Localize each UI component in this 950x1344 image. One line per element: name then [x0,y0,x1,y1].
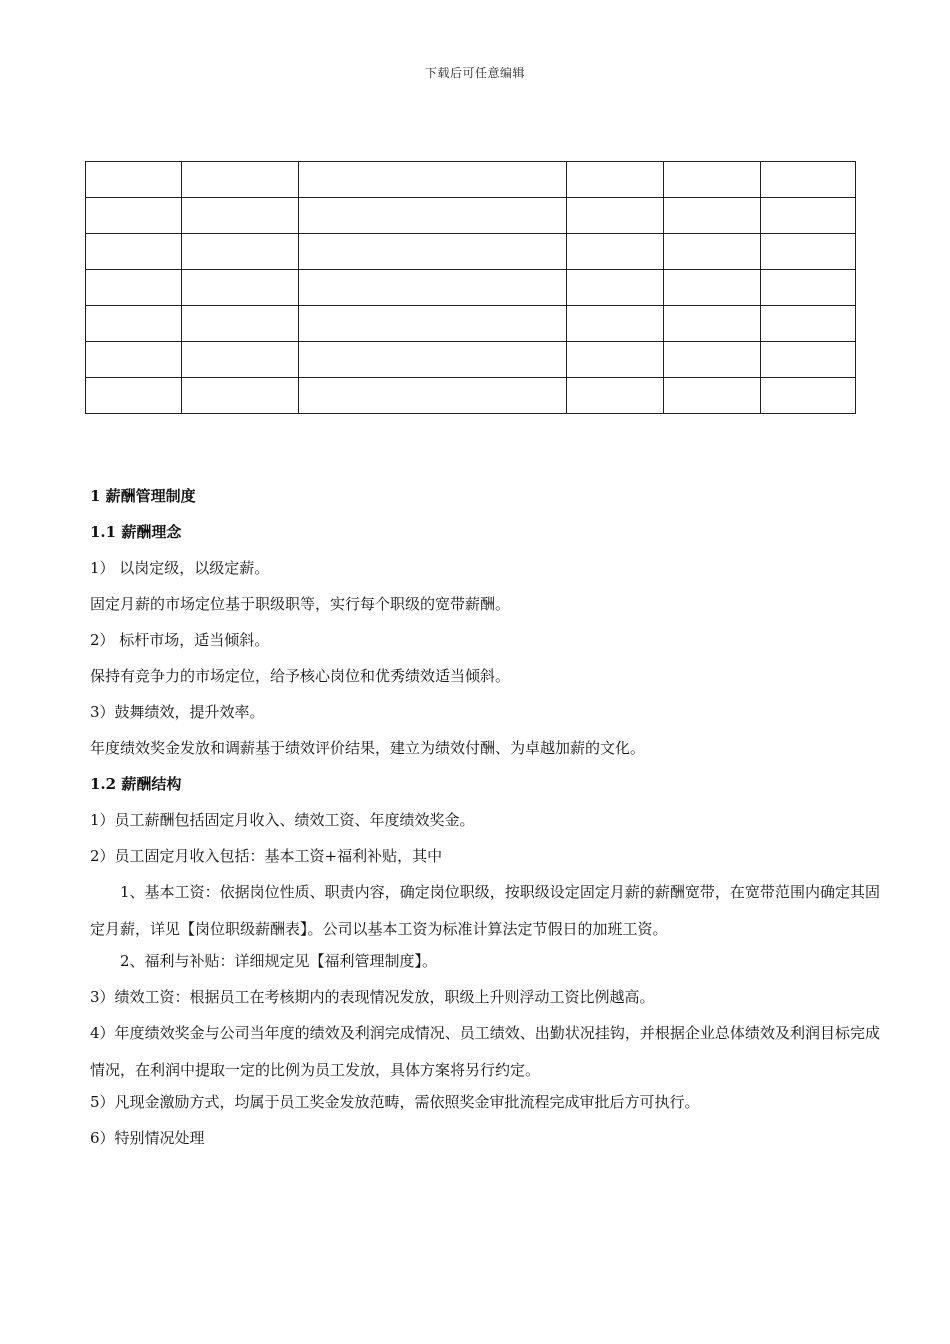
philosophy-item: 2） 标杆市场，适当倾斜。 [90,631,270,649]
table-row [86,198,856,234]
table-cell [664,342,761,378]
table-cell [86,198,182,234]
table-cell [182,342,299,378]
structure-subitem-base-salary: 1、基本工资：依据岗位性质、职责内容，确定岗位职级，按职级设定固定月薪的薪酬宽带，在宽带范围内确定其固定月薪，详见【岗位职级薪酬表】。公司以基本工资为标准计算法定节假日的加班工资。 [90,883,880,938]
table-cell [299,198,567,234]
structure-item: 2）员工固定月收入包括：基本工资+福利补贴，其中 [90,847,443,865]
table-cell [567,162,664,198]
table-cell [86,306,182,342]
philosophy-item: 年度绩效奖金发放和调薪基于绩效评价结果，建立为绩效付酬、为卓越加薪的文化。 [90,739,646,757]
table-cell [299,378,567,414]
table-cell [567,234,664,270]
page-header-note: 下载后可任意编辑 [424,66,525,80]
section-title: 1 薪酬管理制度 [90,487,196,505]
table-row [86,270,856,306]
table-cell [299,306,567,342]
table-cell [664,270,761,306]
table-cell [664,378,761,414]
table-cell [86,342,182,378]
structure-item: 6）特别情况处理 [90,1129,205,1147]
table-cell [182,162,299,198]
table-cell [567,306,664,342]
structure-subitem-benefits: 2、福利与补贴：详细规定见【福利管理制度】。 [120,952,438,970]
table-cell [182,198,299,234]
table-cell [761,234,856,270]
table-cell [182,306,299,342]
table-cell [664,198,761,234]
table-cell [567,198,664,234]
table-cell [299,234,567,270]
structure-item: 4）年度绩效奖金与公司当年度的绩效及利润完成情况、员工绩效、出勤状况挂钩，并根据企业总体绩效及利润目标完成情况，在利润中提取一定的比例为员工发放，具体方案将另行约定。 [90,1024,880,1079]
table-row [86,306,856,342]
table-cell [664,162,761,198]
table-cell [567,378,664,414]
table-cell [182,378,299,414]
table-cell [761,198,856,234]
subsection-title-philosophy: 1.1 薪酬理念 [90,523,182,541]
philosophy-item: 3）鼓舞绩效，提升效率。 [90,703,265,721]
structure-item: 1）员工薪酬包括固定月收入、绩效工资、年度绩效奖金。 [90,811,475,829]
table-cell [567,270,664,306]
table-cell [664,306,761,342]
structure-item: 5）凡现金激励方式，均属于员工奖金发放范畴，需依照奖金审批流程完成审批后方可执行。 [90,1093,700,1111]
document-body [90,486,880,1164]
table-cell [761,162,856,198]
philosophy-item: 1） 以岗定级，以级定薪。 [90,559,270,577]
blank-table-body [86,162,856,414]
table-row [86,342,856,378]
philosophy-item: 保持有竞争力的市场定位，给予核心岗位和优秀绩效适当倾斜。 [90,667,511,685]
table-cell [182,234,299,270]
table-row [86,162,856,198]
table-row [86,378,856,414]
table-row [86,234,856,270]
philosophy-item: 固定月薪的市场定位基于职级职等，实行每个职级的宽带薪酬。 [90,595,511,613]
blank-table [85,161,856,414]
table-cell [761,306,856,342]
table-cell [761,378,856,414]
table-cell [86,162,182,198]
table-cell [86,270,182,306]
subsection-title-structure: 1.2 薪酬结构 [90,775,182,793]
table-cell [761,342,856,378]
table-cell [86,378,182,414]
structure-item: 3）绩效工资：根据员工在考核期内的表现情况发放，职级上升则浮动工资比例越高。 [90,988,655,1006]
table-cell [299,162,567,198]
table-cell [86,234,182,270]
table-cell [182,270,299,306]
table-cell [761,270,856,306]
table-cell [299,342,567,378]
table-cell [567,342,664,378]
table-cell [299,270,567,306]
table-cell [664,234,761,270]
